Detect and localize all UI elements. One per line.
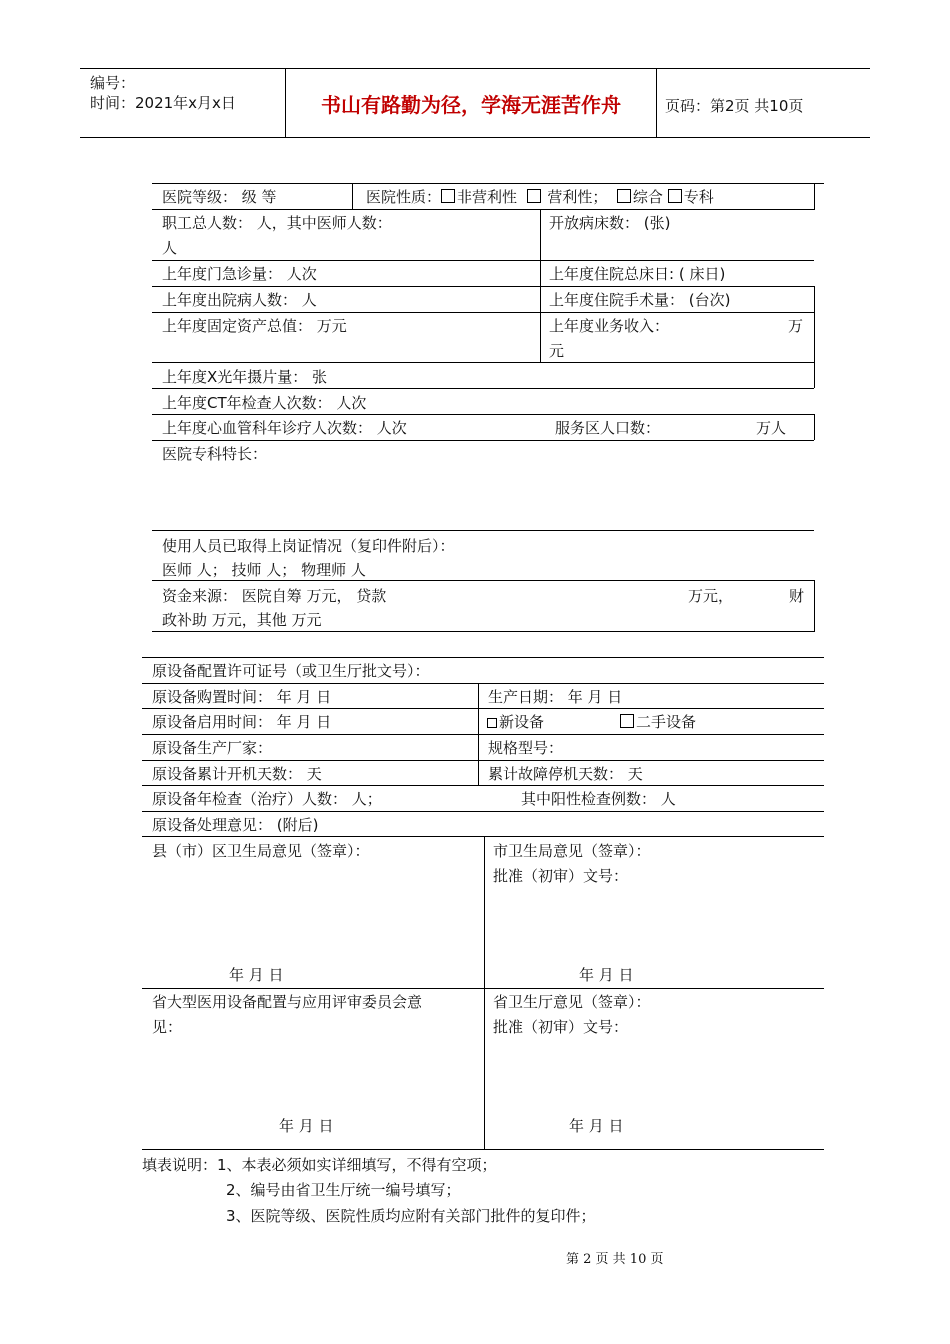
service-population-unit: 万人: [756, 419, 787, 437]
rule: [142, 811, 824, 812]
certificates-title: 使用人员已取得上岗证情况（复印件附后）：: [162, 537, 455, 555]
discharged-patients: 上年度出院病人数： 人: [162, 291, 317, 309]
funding-loan-unit: 万元，: [688, 587, 734, 605]
funding-sources: 资金来源： 医院自筹 万元， 贷款: [162, 587, 387, 605]
rule: [152, 440, 814, 441]
rule: [352, 183, 353, 210]
header-meta: [90, 73, 280, 113]
motto: 书山有路勤为径，学海无涯苦作舟: [285, 69, 657, 137]
funding-fiscal-start: 财: [789, 587, 805, 605]
rule: [152, 631, 814, 632]
page-footer: 第 2 页 共 10 页: [566, 1252, 664, 1267]
general-label: 综合: [632, 188, 663, 206]
rule: [152, 286, 814, 287]
new-equipment-checkbox[interactable]: [487, 718, 497, 728]
open-beds: 开放病床数： (张): [549, 214, 671, 232]
page-header: [80, 68, 870, 138]
second-hand-checkbox[interactable]: [620, 714, 634, 728]
rule: [142, 657, 824, 658]
run-days: 原设备累计开机天数： 天: [152, 765, 322, 783]
rule: [540, 286, 541, 312]
rule: [142, 836, 824, 837]
cardio-visits: 上年度心血管科年诊疗人次数： 人次: [162, 419, 407, 437]
inpatient-surgeries: 上年度住院手术量： (台次): [549, 291, 731, 309]
rule: [152, 388, 814, 389]
committee-opinion: 省大型医用设备配置与应用评审委员会意: [152, 993, 423, 1011]
permit-number: 原设备配置许可证号（或卫生厅批文号）：: [152, 662, 430, 680]
business-revenue: 上年度业务收入：: [549, 317, 670, 335]
time-label: 时间：2021年x月x日: [90, 94, 236, 112]
hospital-nature-label: 医院性质：: [366, 188, 442, 206]
rule: [142, 683, 824, 684]
positive-cases: 其中阳性检查例数： 人: [521, 790, 676, 808]
note-2: 2、编号由省卫生厅统一编号填写；: [226, 1181, 461, 1199]
inpatient-bed-days: 上年度住院总床日: ( 床日): [549, 265, 726, 283]
city-approval-number: 批准（初审）文号：: [493, 867, 629, 885]
city-opinion: 市卫生局意见（签章）：: [493, 842, 651, 860]
profit-label: 营利性；: [547, 188, 608, 206]
rule: [152, 580, 814, 581]
equipment-condition: [487, 712, 696, 732]
fault-days: 累计故障停机天数： 天: [488, 765, 643, 783]
rule: [152, 530, 814, 531]
rule: [142, 734, 824, 735]
rule: [478, 734, 479, 760]
rule: [142, 760, 824, 761]
ct-exams: 上年度CT年检查人次数： 人次: [162, 394, 367, 412]
business-revenue-unit-2: 元: [549, 342, 565, 360]
rule: [152, 414, 814, 415]
hospital-specialty: 医院专科特长：: [162, 445, 268, 463]
note-1: 填表说明：1、本表必须如实详细填写，不得有空项；: [142, 1156, 497, 1174]
rule: [152, 312, 814, 313]
rule: [152, 183, 824, 184]
general-checkbox[interactable]: [617, 189, 631, 203]
rule: [540, 260, 541, 286]
page-info: 页码：第2页 共10页: [665, 97, 804, 115]
committee-date: 年 月 日: [279, 1117, 334, 1135]
rule: [540, 312, 541, 362]
rule: [142, 988, 824, 989]
manufacturer: 原设备生产厂家：: [152, 739, 273, 757]
rule: [478, 708, 479, 734]
funding-fiscal: 政补助 万元，其他 万元: [162, 611, 322, 629]
fixed-assets: 上年度固定资产总值： 万元: [162, 317, 347, 335]
city-date: 年 月 日: [579, 966, 634, 984]
rule: [814, 414, 815, 440]
committee-opinion-2: 见：: [152, 1018, 183, 1036]
new-equipment-label: 新设备: [499, 713, 545, 731]
service-population: 服务区人口数：: [555, 419, 661, 437]
province-date: 年 月 日: [569, 1117, 624, 1135]
rule: [478, 683, 479, 708]
production-date: 生产日期： 年 月 日: [488, 688, 623, 706]
rule: [142, 785, 824, 786]
certificates-counts: 医师 人； 技师 人； 物理师 人: [162, 561, 366, 579]
rule: [814, 312, 815, 362]
business-revenue-unit: 万: [788, 317, 804, 335]
rule: [540, 209, 541, 261]
rule: [814, 362, 815, 388]
rule: [142, 1149, 824, 1150]
staff-count: 职工总人数： 人，其中医师人数：: [162, 214, 392, 232]
rule: [152, 209, 814, 210]
staff-count-unit: 人: [162, 239, 178, 257]
note-3: 3、医院等级、医院性质均应附有关部门批件的复印件；: [226, 1207, 596, 1225]
outpatient-visits: 上年度门急诊量： 人次: [162, 265, 317, 283]
purchase-time: 原设备购置时间： 年 月 日: [152, 688, 332, 706]
annual-checks: 原设备年检查（治疗）人数： 人；: [152, 790, 382, 808]
hospital-nature: [366, 187, 714, 207]
province-opinion: 省卫生厅意见（签章）：: [493, 993, 651, 1011]
rule: [814, 286, 815, 312]
model-spec: 规格型号：: [488, 739, 564, 757]
province-approval-number: 批准（初审）文号：: [493, 1018, 629, 1036]
county-date: 年 月 日: [229, 966, 284, 984]
rule: [142, 708, 824, 709]
special-checkbox[interactable]: [668, 189, 682, 203]
rule: [152, 260, 814, 261]
profit-checkbox[interactable]: [527, 189, 541, 203]
rule: [152, 362, 814, 363]
hospital-level: 医院等级： 级 等: [162, 188, 277, 206]
disposal-opinion: 原设备处理意见： (附后): [152, 816, 319, 834]
rule: [814, 580, 815, 632]
rule: [484, 836, 485, 1150]
second-hand-label: 二手设备: [636, 713, 697, 731]
start-time: 原设备启用时间： 年 月 日: [152, 713, 332, 731]
nonprofit-checkbox[interactable]: [441, 189, 455, 203]
rule: [478, 760, 479, 785]
rule: [814, 183, 815, 210]
nonprofit-label: 非营利性: [457, 188, 518, 206]
county-opinion: 县（市）区卫生局意见（签章）：: [152, 842, 370, 860]
number-label: 编号：: [90, 74, 136, 92]
special-label: 专科: [683, 188, 714, 206]
xray-films: 上年度X光年摄片量： 张: [162, 368, 328, 386]
